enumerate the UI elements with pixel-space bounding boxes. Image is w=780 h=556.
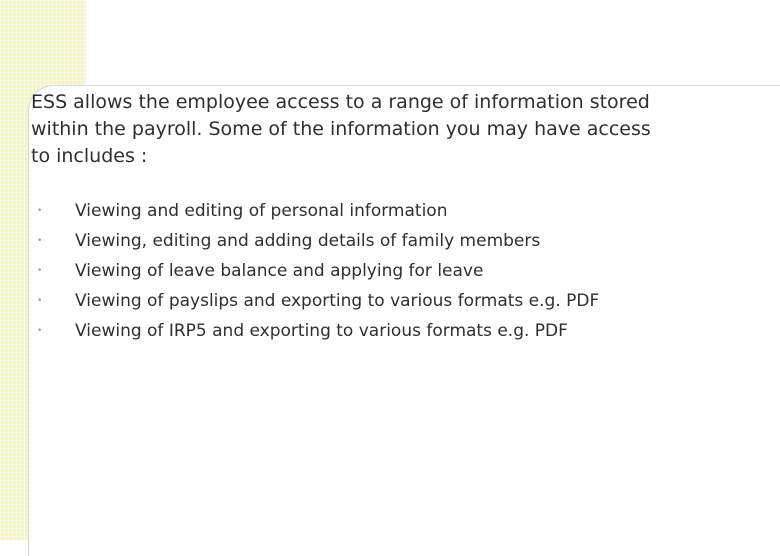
- bullet-text: Viewing of leave balance and applying for leave: [75, 261, 484, 281]
- bullet-text: Viewing of IRP5 and exporting to various formats e.g. PDF: [75, 321, 568, 341]
- bullet-text: Viewing, editing and adding details of family members: [75, 231, 541, 251]
- bullet-icon: •: [37, 206, 43, 216]
- bullet-icon: •: [37, 296, 43, 306]
- bullet-text: Viewing and editing of personal information: [75, 201, 448, 221]
- intro-paragraph: ESS allows the employee access to a range of information stored within the payroll. Some of the information you may have access to includes :: [31, 91, 651, 167]
- bullet-text: Viewing of payslips and exporting to various formats e.g. PDF: [75, 291, 600, 311]
- bullet-icon: •: [37, 326, 43, 336]
- bullet-icon: •: [37, 236, 43, 246]
- bullet-icon: •: [37, 266, 43, 276]
